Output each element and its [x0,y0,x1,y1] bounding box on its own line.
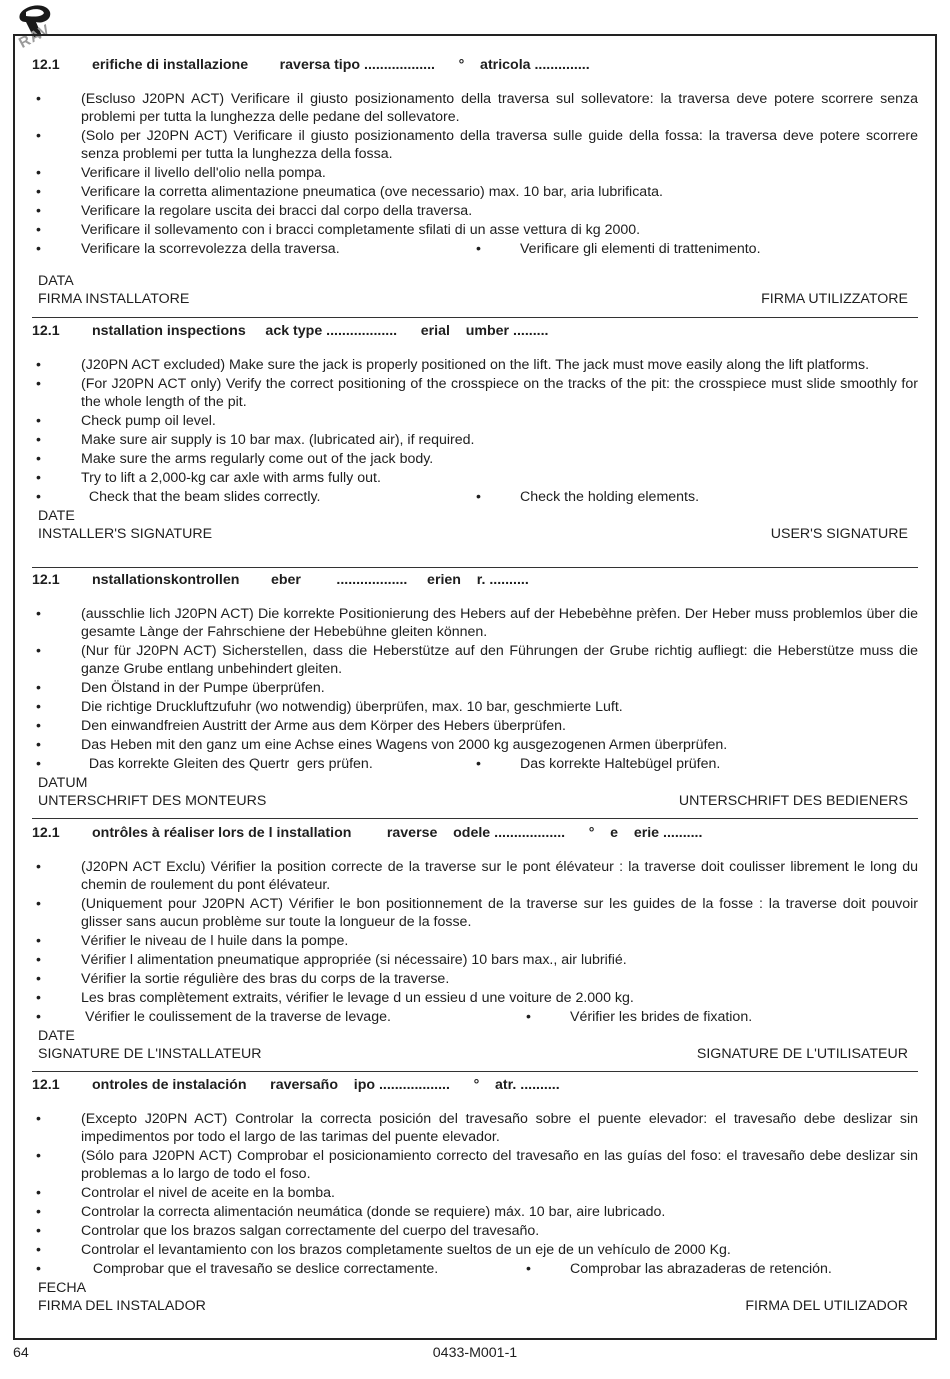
split-item-right: • Verificare gli elementi di trattenimento. [476,241,761,257]
checklist [32,356,918,506]
signature-row [32,525,918,543]
section-title [32,56,918,74]
bullet-icon: • [36,737,41,753]
checklist [32,1110,918,1278]
checklist-item: • Try to lift a 2,000-kg car axle with arms fully out. [36,470,381,486]
signature-row [32,290,918,308]
checklist-item: • Die richtige Druckluftzufuhr (wo notwendig) überprüfen, max. 10 bar, geschmierte Luft. [36,699,623,715]
checklist [32,605,918,773]
bullet-icon: • [36,756,41,772]
installer-signature-label: INSTALLER'S SIGNATURE [38,526,213,542]
section-heading: nstallationskontrollen eber .................. erien r. .......... [92,572,529,588]
checklist-item: • (Sólo para J20PN ACT) Comprobar el posicionamiento correcto del travesaño en las guías del foso: el travesaño debe deslizar sin problemas a lo largo de todo el foso. [36,1148,918,1182]
section-title [32,1076,918,1094]
checklist-item: • Les bras complètement extraits, vérifier le levage d un essieu d une voiture de 2.000 kg. [36,990,634,1006]
section-spanish [32,1076,918,1321]
checklist-item-split [32,488,918,506]
checklist-item: • (Uniquement pour J20PN ACT) Vérifier le bon positionnement de la traverse sur les guides de la fosse : la traverse doit pouvoir glisser sans aucun problème sur toute la longueur de la fosse. [36,896,918,930]
section-english [32,322,918,568]
user-signature-label: USER'S SIGNATURE [770,526,908,542]
split-item-left: Verificare la scorrevolezza della traversa. [81,241,340,257]
split-item-right: • Vérifier les brides de fixation. [526,1009,753,1025]
split-item-left: Check that the beam slides correctly. [81,489,321,505]
document-code: 0433-M001-1 [432,1345,518,1361]
checklist-item: • (J20PN ACT excluded) Make sure the jack is properly positioned on the lift. The jack must move easily along the lift platforms. [36,357,870,373]
checklist-item: • (Excepto J20PN ACT) Controlar la correcta posición del travesaño sobre el puente elevador: el travesaño debe deslizar sin impedimentos por todo el largo de las tarimas del puente elevador. [36,1111,918,1145]
section-heading: ontrôles à réaliser lors de l installation raverse odele .................. ° e erie .......... [92,825,703,841]
checklist-item-split [32,240,918,258]
section-heading: nstallation inspections ack type .................. erial umber ......... [92,323,549,339]
checklist-item: • Make sure air supply is 10 bar max. (lubricated air), if required. [36,432,475,448]
installer-signature-label: FIRMA DEL INSTALADOR [38,1298,206,1314]
section-number: 12.1 [32,1077,60,1093]
bullet-icon: • [36,643,41,659]
checklist-item-split [32,755,918,773]
split-item-right: • Comprobar las abrazaderas de retención. [526,1261,832,1277]
checklist-item: • Das Heben mit den ganz um eine Achse eines Wagens von 2000 kg ausgezogenen Armen überprüfen. [36,737,728,753]
split-item-right: • Das korrekte Haltebügel prüfen. [476,756,721,772]
bullet-icon: • [36,357,41,373]
bullet-icon: • [36,1204,41,1220]
section-number: 12.1 [32,57,60,73]
bullet-icon: • [526,1261,531,1277]
checklist-item: • (Nur für J20PN ACT) Sicherstellen, dass die Heberstütze auf den Führungen der Grube richtig aufliegt: die Heberstütze muss die ganze Grube entlang unbehindert gleiten. [36,643,918,677]
bullet-icon: • [36,1261,41,1277]
checklist-item: • Make sure the arms regularly come out of the jack body. [36,451,434,467]
bullet-icon: • [36,680,41,696]
section-title [32,571,918,589]
checklist-item: • Controlar la correcta alimentación neumática (donde se requiere) máx. 10 bar, aire lubricado. [36,1204,666,1220]
split-item-left: Comprobar que el travesaño se deslice correctamente. [81,1261,439,1277]
section-italian [32,56,918,318]
section-german [32,571,918,819]
checklist [32,90,918,258]
bullet-icon: • [36,451,41,467]
bullet-icon: • [36,165,41,181]
checklist-item: • (ausschlie lich J20PN ACT) Die korrekte Positionierung des Hebers auf der Hebebèhne prèfen. Der Heber muss problemlos über die gesamte Lànge der Fahrschiene der Hebebühne gleiten können. [36,606,918,640]
section-heading: erifiche di installazione raversa tipo .................. ° atricola .............. [92,57,590,73]
section-number: 12.1 [32,825,60,841]
bullet-icon: • [36,859,41,875]
checklist-item: • Vérifier l alimentation pneumatique appropriée (si nécessaire) 10 bars max., air lubrifié. [36,952,627,968]
page-number: 64 [13,1345,29,1361]
section-title [32,824,918,842]
split-item-left: Das korrekte Gleiten des Quertr gers prüfen. [81,756,373,772]
checklist-item: • Verificare il sollevamento con i bracci completamente sfilati di un asse vettura di kg 2000. [36,222,641,238]
date-label: DATA [38,273,74,289]
split-item-right: • Check the holding elements. [476,489,700,505]
bullet-icon: • [36,896,41,912]
bullet-icon: • [36,91,41,107]
checklist-item: • Vérifier le niveau de l huile dans la pompe. [36,933,349,949]
bullet-icon: • [36,933,41,949]
user-signature-label: UNTERSCHRIFT DES BEDIENERS [678,793,908,809]
user-signature-label: FIRMA UTILIZZATORE [761,291,908,307]
bullet-icon: • [36,699,41,715]
bullet-icon: • [36,470,41,486]
bullet-icon: • [36,1111,41,1127]
section-number: 12.1 [32,572,60,588]
bullet-icon: • [36,432,41,448]
section-heading: ontroles de instalación raversaño ipo .................. ° atr. .......... [92,1077,560,1093]
checklist-item: • Controlar el levantamiento con los brazos completamente sueltos de un eje de un vehículo de 2000 Kg. [36,1242,731,1258]
checklist-item: • (Solo per J20PN ACT) Verificare il giusto posizionamento della traversa sulle guide della fossa: la traversa deve potere scorrere senza problemi per tutta la lunghezza della fossa. [36,128,918,162]
bullet-icon: • [36,971,41,987]
bullet-icon: • [36,128,41,144]
checklist-item: • Den einwandfreien Austritt der Arme aus dem Körper des Hebers überprüfen. [36,718,566,734]
section-title [32,322,918,340]
date-label: DATE [38,508,75,524]
checklist-item: • (J20PN ACT Exclu) Vérifier la position correcte de la traverse sur le pont élévateur : la traverse doit coulisser librement le long du chemin de roulement du pont élévateur. [36,859,918,893]
bullet-icon: • [36,222,41,238]
checklist-item: • Controlar que los brazos salgan correctamente del cuerpo del travesaño. [36,1223,540,1239]
date-label: DATUM [38,775,88,791]
checklist-item: • Verificare il livello dell'olio nella pompa. [36,165,326,181]
checklist-item: • (Escluso J20PN ACT) Verificare il giusto posizionamento della traversa sul sollevatore: la traversa deve potere scorrere senza problemi per tutta la lunghezza delle pedane del sollevatore. [36,91,918,125]
split-item-left: Vérifier le coulissement de la traverse de levage. [81,1009,391,1025]
bullet-icon: • [36,489,41,505]
section-number: 12.1 [32,323,60,339]
bullet-icon: • [36,718,41,734]
user-signature-label: FIRMA DEL UTILIZADOR [745,1298,908,1314]
section-french [32,824,918,1072]
bullet-icon: • [36,413,41,429]
bullet-icon: • [36,1009,41,1025]
checklist-item: • Vérifier la sortie régulière des bras du corps de la traverse. [36,971,450,987]
installer-signature-label: UNTERSCHRIFT DES MONTEURS [38,793,267,809]
bullet-icon: • [36,1185,41,1201]
checklist-item-split [32,1008,918,1026]
installer-signature-label: SIGNATURE DE L'INSTALLATEUR [38,1046,262,1062]
signature-row [32,1045,918,1063]
checklist-item: • Check pump oil level. [36,413,216,429]
checklist-item: • Controlar el nivel de aceite en la bomba. [36,1185,335,1201]
signature-row [32,1297,918,1315]
bullet-icon: • [36,1148,41,1164]
checklist-item: • (For J20PN ACT only) Verify the correct positioning of the crosspiece on the tracks of the pit: the crosspiece must slide smoothly for the whole length of the pit. [36,376,918,410]
bullet-icon: • [36,1223,41,1239]
bullet-icon: • [36,203,41,219]
bullet-icon: • [36,606,41,622]
checklist-item: • Verificare la regolare uscita dei bracci dal corpo della traversa. [36,203,473,219]
signature-row [32,792,918,810]
bullet-icon: • [476,241,481,257]
installer-signature-label: FIRMA INSTALLATORE [38,291,190,307]
bullet-icon: • [36,241,41,257]
bullet-icon: • [526,1009,531,1025]
date-label: FECHA [38,1280,87,1296]
bullet-icon: • [36,376,41,392]
bullet-icon: • [36,1242,41,1258]
bullet-icon: • [476,756,481,772]
bullet-icon: • [36,990,41,1006]
checklist-item-split [32,1260,918,1278]
logo-text: RAV [15,21,54,52]
checklist-item: • Verificare la corretta alimentazione pneumatica (ove necessario) max. 10 bar, aria lubrificata. [36,184,663,200]
bullet-icon: • [476,489,481,505]
checklist-item: • Den Ölstand in der Pumpe überprüfen. [36,680,325,696]
checklist [32,858,918,1026]
user-signature-label: SIGNATURE DE L'UTILISATEUR [696,1046,908,1062]
bullet-icon: • [36,952,41,968]
date-label: DATE [38,1028,75,1044]
bullet-icon: • [36,184,41,200]
